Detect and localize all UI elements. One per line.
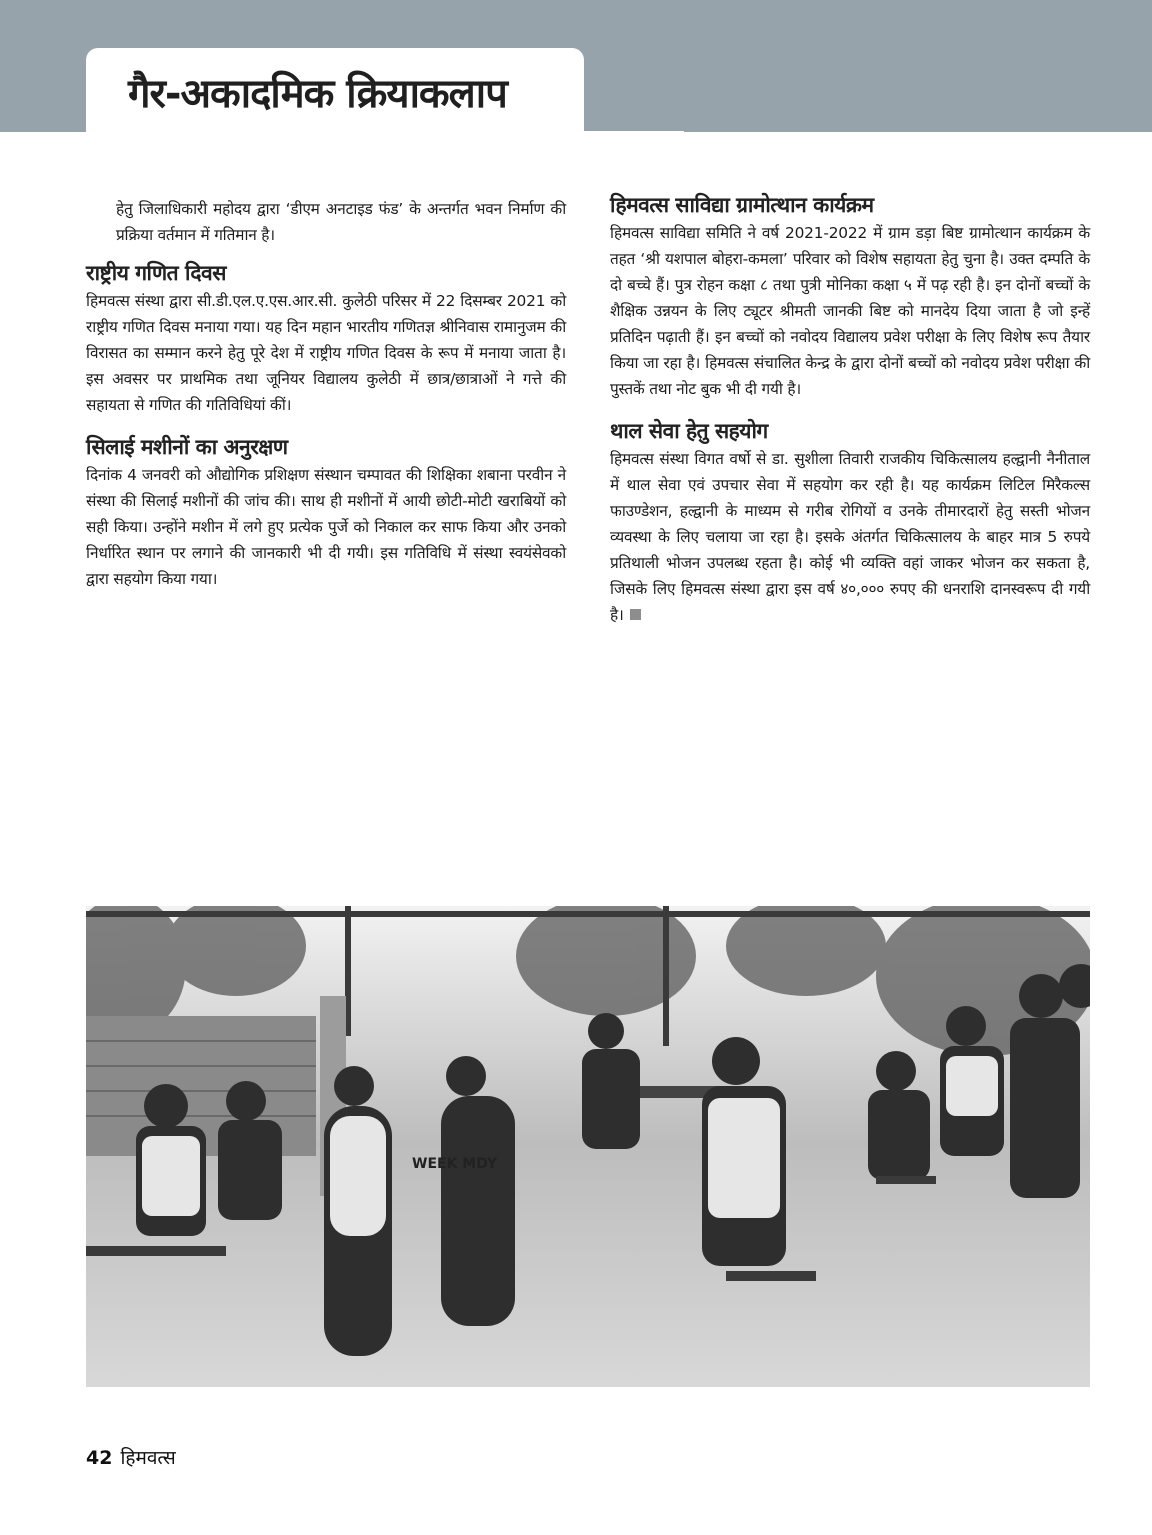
page-title: गैर-अकादमिक क्रियाकलाप	[128, 71, 507, 117]
section-body-math-day: हिमवत्स संस्था द्वारा सी.डी.एल.ए.एस.आर.सी. कुलेठी परिसर में 22 दिसम्बर 2021 को राष्ट्रीय गणित दिवस मनाया गया। यह दिन महान भारतीय गणितज्ञ श्रीनिवास रामानुजम की विरासत का सम्मान करने हेतु पूरे देश में राष्ट्रीय गणित दिवस के रूप में मनाया जाता है। इस अवसर पर प्राथमिक तथा जूनियर विद्यालय कुलेठी में छात्र/छात्राओं ने गत्ते की सहायता से गणित की गतिविधियां कीं।	[86, 292, 566, 414]
section-heading-sewing-machines: सिलाई मशीनों का अनुरक्षण	[86, 435, 288, 459]
end-mark-icon	[630, 609, 641, 620]
right-column	[610, 190, 1090, 628]
event-photo-illustration	[86, 906, 1090, 1387]
section-heading-village-program: हिमवत्स साविद्या ग्रामोत्थान कार्यक्रम	[610, 193, 874, 217]
section-body-sewing-machines: दिनांक 4 जनवरी को औद्योगिक प्रशिक्षण संस्थान चम्पावत की शिक्षिका शबाना परवीन ने संस्था की सिलाई मशीनों की जांच की। साथ ही मशीनों में आयी छोटी-मोटी खराबियों को सही किया। उन्होंने मशीन में लगे हुए प्रत्येक पुर्जे को निकाल कर साफ किया और उनको निर्धारित स्थान पर लगाने की जानकारी भी दी गयी। इस गतिविधि में संस्था स्वयंसेवको द्वारा सहयोग किया गया।	[86, 466, 566, 588]
section-body-thali-seva: हिमवत्स संस्था विगत वर्षो से डा. सुशीला तिवारी राजकीय चिकित्सालय हल्द्वानी नैनीताल में थाल सेवा एवं उपचार सेवा में सहयोग कर रही है। यह कार्यक्रम लिटिल मिरैकल्स फाउण्डेशन, हल्द्वानी के माध्यम से गरीब रोगियों व उनके तीमारदारों हेतु सस्ती भोजन व्यवस्था के लिए चलाया जा रहा है। इसके अंतर्गत चिकित्सालय के बाहर मात्र 5 रुपये प्रतिथाली भोजन उपलब्ध रहता है। कोई भी व्यक्ति वहां जाकर भोजन कर सकता है, जिसके लिए हिमवत्स संस्था द्वारा इस वर्ष ४०,००० रुपए की धनराशि दानस्वरूप दी गयी है।	[610, 450, 1090, 624]
section-heading-math-day: राष्ट्रीय गणित दिवस	[86, 261, 226, 285]
left-column	[86, 196, 566, 592]
event-photo	[86, 906, 1090, 1387]
publication-name: हिमवत्स	[120, 1447, 176, 1469]
section-body-village-program: हिमवत्स साविद्या समिति ने वर्ष 2021-2022 में ग्राम डड़ा बिष्ट ग्रामोत्थान कार्यक्रम के तहत ‘श्री यशपाल बोहरा-कमला’ परिवार को विशेष सहायता हेतु चुना है। उक्त दम्पति के दो बच्चे हैं। पुत्र रोहन कक्षा ८ तथा पुत्री मोनिका कक्षा ५ में पढ़ रही है। इन दोनों बच्चों के शैक्षिक उन्नयन के लिए ट्यूटर श्रीमती जानकी बिष्ट को मानदेय दिया जाता है जो इन्हें प्रतिदिन पढ़ाती हैं। इन बच्चों को नवोदय विद्यालय प्रवेश परीक्षा के लिए विशेष रूप तैयार किया जा रहा है। हिमवत्स संचालित केन्द्र के द्वारा दोनों बच्चों को नवोदय प्रवेश परीक्षा की पुस्तकें तथा नोट बुक भी दी गयी है।	[610, 224, 1090, 398]
page-footer	[86, 1444, 176, 1472]
shirt-text: WEEK MDY	[412, 1156, 497, 1172]
intro-paragraph: हेतु जिलाधिकारी महोदय द्वारा ‘डीएम अनटाइड फंड’ के अन्तर्गत भवन निर्माण की प्रक्रिया वर्तमान में गतिमान है।	[116, 200, 566, 244]
page-number: 42	[86, 1447, 113, 1469]
section-body-thali-seva-wrap	[610, 446, 1090, 628]
section-heading-thali-seva: थाल सेवा हेतु सहयोग	[610, 419, 768, 443]
